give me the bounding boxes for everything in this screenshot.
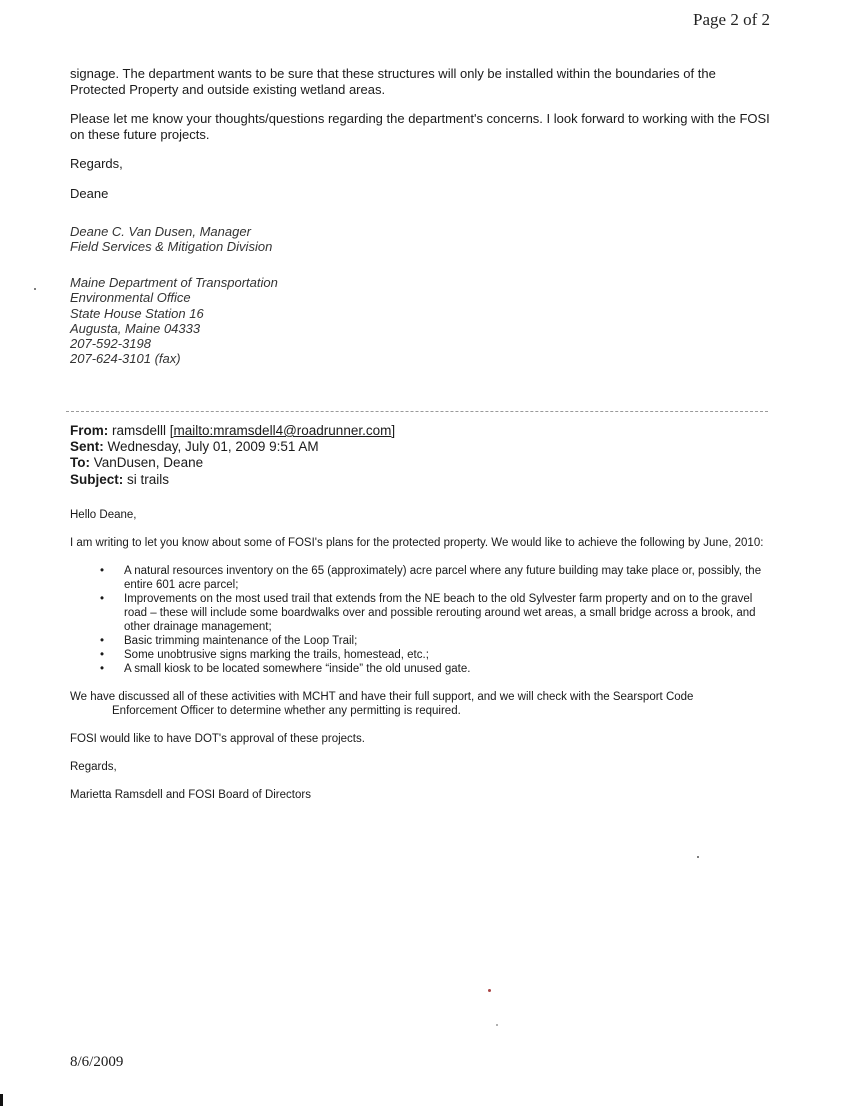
address-fax: 207-624-3101 (fax) [70, 351, 181, 367]
paragraph-name: Deane [70, 185, 109, 201]
sent-label: Sent: [70, 439, 104, 455]
to-label: To: [70, 455, 90, 471]
email-signoff: Marietta Ramsdell and FOSI Board of Directors [70, 789, 311, 801]
from-label: From: [70, 423, 109, 438]
email-intro: I am writing to let you know about some of FOSI's plans for the protected property. We would like to achieve the following by June, 2010: [70, 537, 764, 549]
address-city: Augusta, Maine 04333 [70, 320, 201, 336]
signature-division: Field Services & Mitigation Division [70, 239, 273, 255]
from-row [70, 423, 395, 439]
email-body [70, 508, 770, 816]
subject-value: si trails [127, 471, 170, 487]
address-phone: 207-592-3198 [70, 336, 151, 352]
list-item: • Improvements on the most used trail that extends from the NE beach to the old Sylvester farm property and on to the gravel road – these will include some boardwalks over and possible rerouting around wet areas, a small bridge across a brook, and other drainage management; [124, 592, 770, 634]
reply-body [70, 66, 770, 215]
to-value: VanDusen, Deane [93, 455, 204, 471]
to-row [70, 455, 395, 471]
email-header [70, 423, 395, 488]
email-approval: FOSI would like to have DOT's approval of these projects. [70, 733, 365, 745]
subject-row [70, 472, 395, 488]
email-discussed [70, 690, 770, 718]
from-mailto-link[interactable]: [mailto:mramsdell4@roadrunner.com] [169, 423, 396, 438]
paragraph-regards: Regards, [70, 156, 123, 171]
address-block [70, 275, 278, 367]
sent-value: Wednesday, July 01, 2009 9:51 AM [107, 439, 319, 455]
address-office: Environmental Office [70, 290, 191, 306]
scan-speck [488, 989, 491, 992]
list-item: • A natural resources inventory on the 65 (approximately) acre parcel where any future building may take place or, possibly, the entire 601 acre parcel; [124, 564, 770, 592]
scan-speck [34, 288, 36, 290]
email-greeting: Hello Deane, [70, 509, 137, 521]
page-number: Page 2 of 2 [693, 10, 770, 29]
email-closing: Regards, [70, 761, 117, 773]
signature-name-title: Deane C. Van Dusen, Manager [70, 224, 251, 239]
discussed-line-2: Enforcement Officer to determine whether any permitting is required. [112, 705, 461, 717]
address-org: Maine Department of Transportation [70, 275, 278, 290]
signature-block [70, 224, 272, 255]
address-station: State House Station 16 [70, 305, 204, 321]
list-item: • Some unobtrusive signs marking the trails, homestead, etc.; [124, 648, 770, 662]
scan-edge-mark [0, 1094, 3, 1106]
sent-row [70, 439, 395, 455]
list-item: • A small kiosk to be located somewhere “inside” the old unused gate. [124, 662, 770, 676]
paragraph-concerns: Please let me know your thoughts/questions regarding the department's concerns. I look forward to working with the FOSI on these future projects. [70, 111, 770, 142]
from-value: ramsdelll [112, 423, 167, 438]
plans-list [70, 564, 770, 676]
scan-speck [697, 856, 699, 858]
footer-date: 8/6/2009 [70, 1054, 124, 1070]
discussed-line-1: We have discussed all of these activities with MCHT and have their full support, and we will check with the Searsport Code [70, 691, 694, 703]
subject-label: Subject: [70, 471, 124, 487]
scan-speck [496, 1024, 498, 1026]
list-item: • Basic trimming maintenance of the Loop Trail; [124, 634, 770, 648]
email-separator [66, 411, 768, 412]
paragraph-signage: signage. The department wants to be sure that these structures will only be installed within the boundaries of the Protected Property and outside existing wetland areas. [70, 66, 716, 97]
